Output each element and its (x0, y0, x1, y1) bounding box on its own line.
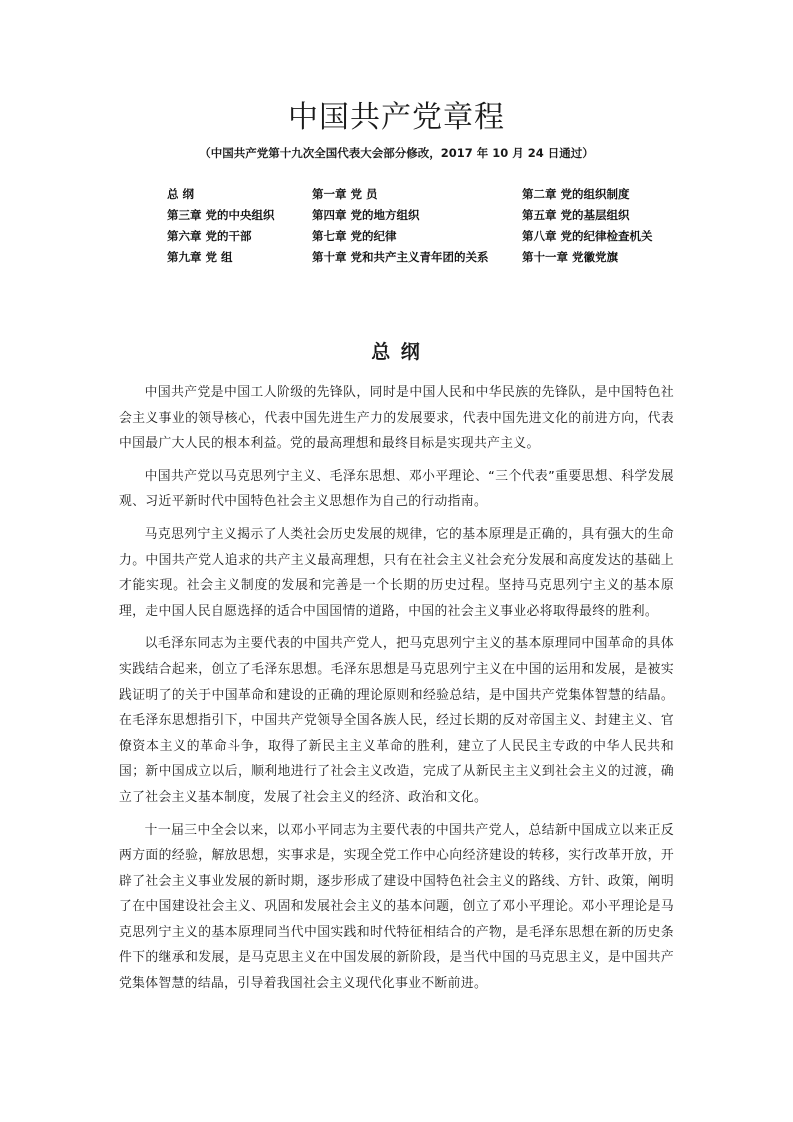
paragraph: 中国共产党以马克思列宁主义、毛泽东思想、邓小平理论、“三个代表”重要思想、科学发展观、习近平新时代中国特色社会主义思想作为自己的行动指南。 (119, 468, 674, 510)
paragraph: 马克思列宁主义揭示了人类社会历史发展的规律，它的基本原理是正确的，具有强大的生命力。中国共产党人追求的共产主义最高理想，只有在社会主义社会充分发展和高度发达的基础上才能实现。社会主义制度的发展和完善是一个长期的历史过程。坚持马克思列宁主义的基本原理，走中国人民自愿选择的适合中国国情的道路，中国的社会主义事业必将取得最终的胜利。 (119, 526, 674, 619)
toc-link-general-program[interactable]: 总 纲 (167, 187, 195, 201)
toc-link-chapter-3[interactable]: 第三章 党的中央组织 (167, 208, 275, 222)
toc-link-chapter-8[interactable]: 第八章 党的纪律检查机关 (522, 229, 653, 243)
toc-link-chapter-7[interactable]: 第七章 党的纪律 (312, 229, 397, 243)
toc-link-chapter-2[interactable]: 第二章 党的组织制度 (522, 187, 630, 201)
toc-link-chapter-10[interactable]: 第十章 党和共产主义青年团的关系 (312, 250, 489, 264)
document-subtitle: （中国共产党第十九次全国代表大会部分修改，2017 年 10 月 24 日通过） (199, 146, 594, 160)
paragraph: 中国共产党是中国工人阶级的先锋队，同时是中国人民和中华民族的先锋队，是中国特色社会主义事业的领导核心，代表中国先进生产力的发展要求，代表中国先进文化的前进方向，代表中国最广大人民的根本利益。党的最高理想和最终目标是实现共产主义。 (119, 385, 674, 452)
toc-link-chapter-11[interactable]: 第十一章 党徽党旗 (522, 250, 619, 264)
section-heading: 总 纲 (371, 341, 422, 363)
toc-link-chapter-1[interactable]: 第一章 党 员 (312, 187, 378, 201)
table-of-contents (167, 184, 687, 268)
toc-link-chapter-6[interactable]: 第六章 党的干部 (167, 229, 252, 243)
toc-link-chapter-5[interactable]: 第五章 党的基层组织 (522, 208, 630, 222)
paragraph: 以毛泽东同志为主要代表的中国共产党人，把马克思列宁主义的基本原理同中国革命的具体实践结合起来，创立了毛泽东思想。毛泽东思想是马克思列宁主义在中国的运用和发展，是被实践证明了的关于中国革命和建设的正确的理论原则和经验总结，是中国共产党集体智慧的结晶。在毛泽东思想指引下，中国共产党领导全国各族人民，经过长期的反对帝国主义、封建主义、官僚资本主义的革命斗争，取得了新民主主义革命的胜利，建立了人民民主专政的中华人民共和国；新中国成立以后，顺利地进行了社会主义改造，完成了从新民主主义到社会主义的过渡，确立了社会主义基本制度，发展了社会主义的经济、政治和文化。 (119, 636, 674, 805)
paragraph: 十一届三中全会以来，以邓小平同志为主要代表的中国共产党人，总结新中国成立以来正反两方面的经验，解放思想，实事求是，实现全党工作中心向经济建设的转移，实行改革开放，开辟了社会主义事业发展的新时期，逐步形成了建设中国特色社会主义的路线、方针、政策，阐明了在中国建设社会主义、巩固和发展社会主义的基本问题，创立了邓小平理论。邓小平理论是马克思列宁主义的基本原理同当代中国实践和时代特征相结合的产物，是毛泽东思想在新的历史条件下的继承和发展，是马克思主义在中国发展的新阶段，是当代中国的马克思主义，是中国共产党集体智慧的结晶，引导着我国社会主义现代化事业不断前进。 (119, 822, 674, 992)
document-title: 中国共产党章程 (288, 100, 505, 135)
section-body (119, 380, 674, 1004)
toc-link-chapter-9[interactable]: 第九章 党 组 (167, 250, 233, 264)
toc-link-chapter-4[interactable]: 第四章 党的地方组织 (312, 208, 420, 222)
